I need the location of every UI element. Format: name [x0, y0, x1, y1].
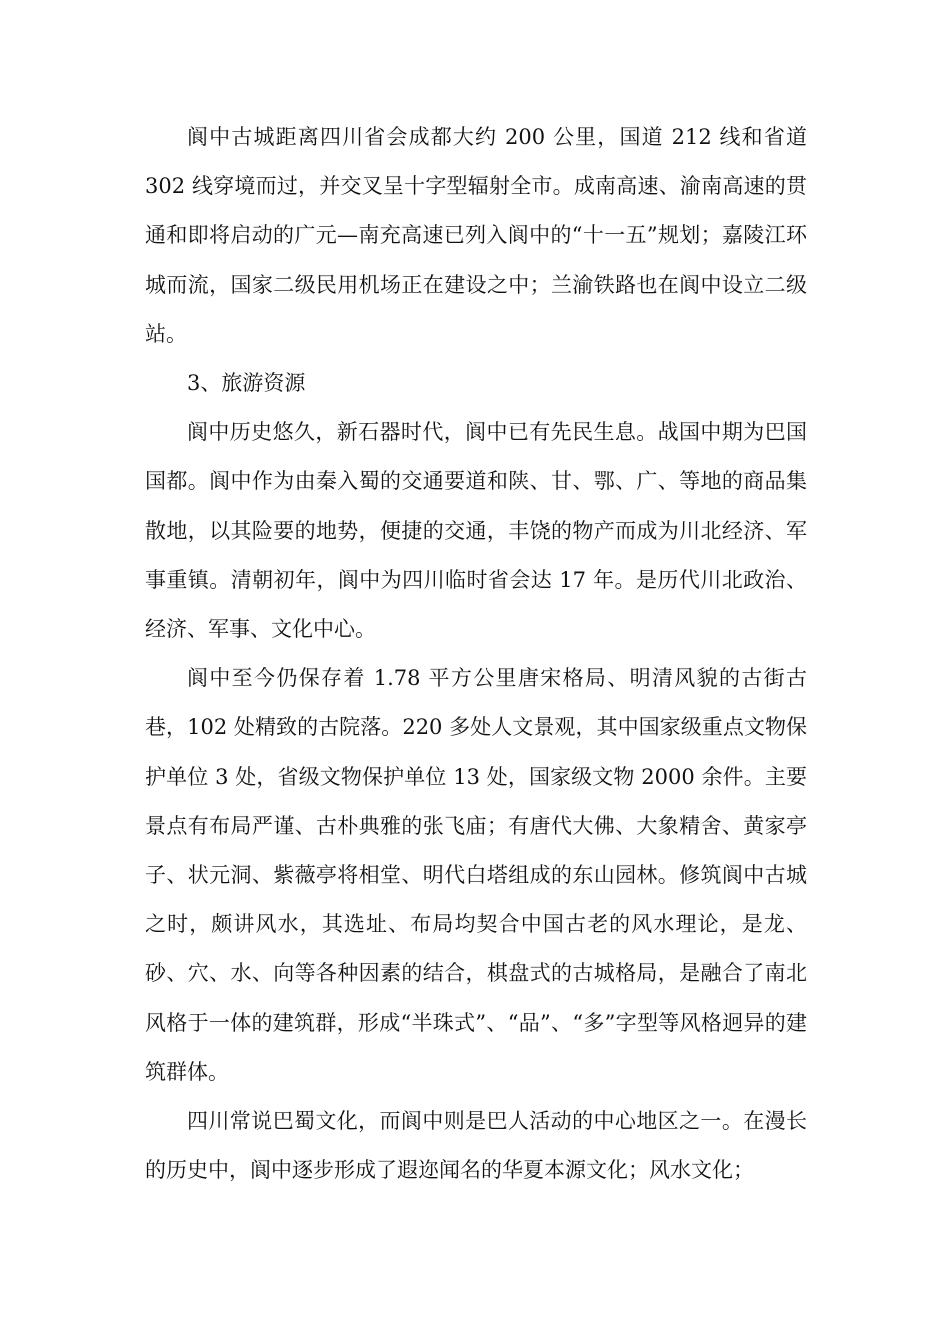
paragraph-history: 阆中历史悠久，新石器时代，阆中已有先民生息。战国中期为巴国国都。阆中作为由秦入蜀的交通要道和陕、甘、鄂、广、等地的商品集散地，以其险要的地势，便捷的交通，丰饶的物产而成为川北经济、军事重镇。清朝初年，阆中为四川临时省会达 17 年。是历代川北政治、经济、军事、文化中心。	[145, 420, 807, 642]
section-heading-tourism-resources: 3、旅游资源	[187, 371, 306, 396]
paragraph-transport: 阆中古城距离四川省会成都大约 200 公里，国道 212 线和省道 302 线穿境而过，并交叉呈十字型辐射全市。成南高速、渝南高速的贯通和即将启动的广元—南充高速已列入阆中的“十一五”规划；嘉陵江环城而流，国家二级民用机场正在建设之中；兰渝铁路也在阆中设立二级站。	[145, 125, 807, 346]
paragraph-heritage: 阆中至今仍保存着 1.78 平方公里唐宋格局、明清风貌的古街古巷，102 处精致的古院落。220 多处人文景观，其中国家级重点文物保护单位 3 处，省级文物保护单位 13 处，国家级文物 2000 余件。主要景点有布局严谨、古朴典雅的张飞庙；有唐代大佛、大象精舍、黄家亭子、状元洞、紫薇亭将相堂、明代白塔组成的东山园林。修筑阆中古城之时，颇讲风水，其选址、布局均契合中国古老的风水理论，是龙、砂、穴、水、向等各种因素的结合，棋盘式的古城格局，是融合了南北风格于一体的建筑群，形成“半珠式”、“品”、“多”字型等风格迥异的建筑群体。	[145, 666, 807, 1084]
body-text	[145, 113, 807, 1195]
paragraph-culture: 四川常说巴蜀文化，而阆中则是巴人活动的中心地区之一。在漫长的历史中，阆中逐步形成了遐迩闻名的华夏本源文化；风水文化；	[145, 1109, 807, 1183]
